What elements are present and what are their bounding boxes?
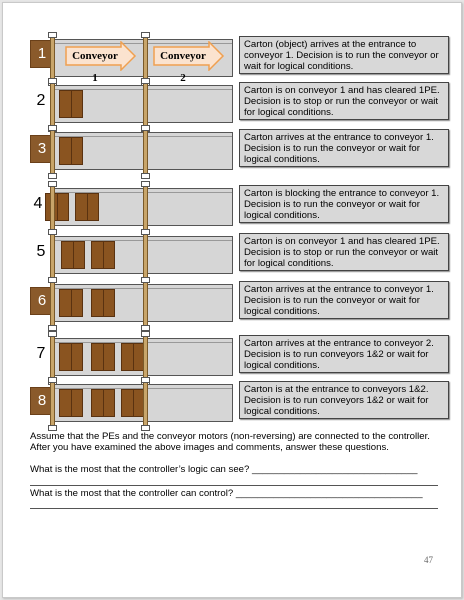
carton [45,193,69,221]
step-number-7: 7 [36,345,46,362]
carton [91,241,115,269]
photo-eye-cap [141,277,150,283]
photo-eye-cap [48,78,57,84]
photo-eye-cap [141,125,150,131]
answer-line-1[interactable] [30,485,438,486]
carton [75,193,99,221]
step-note-8: Carton is at the entrance to conveyors 1&2. Decision is to run conveyors 1&2 or wait for logical conditions. [239,381,449,419]
photo-eye-cap [141,377,150,383]
conveyor-2-belt [145,85,233,123]
photo-eye-1pe [50,381,55,425]
step-row-1 [3,36,461,84]
conveyor-2-belt [145,384,233,422]
photo-eye-cap [141,78,150,84]
carton [59,389,83,417]
step-row-8 [3,381,461,425]
carton [91,389,115,417]
step-number-5: 5 [36,243,46,260]
step-number-6: 6 [30,287,54,315]
carton [121,389,145,417]
question-intro: Assume that the PEs and the conveyor motors (non-reversing) are connected to the controller. After you have examined the above images and comments, answer these questions. [30,431,430,453]
carton [59,343,83,371]
step-row-3 [3,129,461,173]
photo-eye-2pe [143,36,148,80]
photo-eye-1pe [50,185,55,229]
carton [59,289,83,317]
conveyor-2-belt [145,338,233,376]
step-row-4 [3,185,461,229]
step-note-7: Carton arrives at the entrance to conveyor 2. Decision is to run conveyors 1&2 or wait for logical conditions. [239,335,449,373]
carton [59,90,83,118]
step-note-1: Carton (object) arrives at the entrance to conveyor 1. Decision is to run the conveyor or wait for logical conditions. [239,36,449,74]
photo-eye-1pe [50,36,55,80]
photo-eye-cap [48,32,57,38]
carton [59,137,83,165]
step-row-2 [3,82,461,126]
step-row-6 [3,281,461,325]
step-note-5: Carton is on conveyor 1 and has cleared 1PE. Decision is to stop or run the conveyor or wait for logical conditions. [239,233,449,271]
step-row-7 [3,335,461,379]
photo-eye-cap [48,377,57,383]
photo-eye-cap [48,125,57,131]
step-note-6: Carton arrives at the entrance to conveyor 1. Decision is to run the conveyor or wait for logical conditions. [239,281,449,319]
step-row-5 [3,233,461,277]
photo-eye-2pe [143,381,148,425]
page-number: 47 [424,555,433,565]
photo-eye-cap [48,277,57,283]
conveyor-2-label: Conveyor 2 [160,50,206,84]
carton [61,241,85,269]
carton [91,343,115,371]
conveyor-2-belt [145,284,233,322]
step-note-4: Carton is blocking the entrance to conveyor 1. Decision is to run the conveyor or wait for logical conditions. [239,185,449,223]
photo-eye-cap [48,229,57,235]
photo-eye-cap [141,331,150,337]
step-number-8: 8 [30,387,54,415]
question-2: What is the most that the controller can control? ___________________________________ [30,488,423,499]
conveyor-2-belt [145,132,233,170]
photo-eye-1pe [50,281,55,325]
conveyor-2-belt [145,236,233,274]
photo-eye-cap [48,331,57,337]
photo-eye-cap [141,32,150,38]
step-number-2: 2 [36,92,46,109]
photo-eye-1pe [50,82,55,126]
carton [91,289,115,317]
photo-eye-2pe [143,335,148,379]
photo-eye-cap [141,181,150,187]
carton [121,343,145,371]
photo-eye-cap [141,173,150,179]
conveyor-2-belt [145,188,233,226]
photo-eye-2pe [143,185,148,229]
answer-line-2[interactable] [30,508,438,509]
question-1: What is the most that the controller’s logic can see? _______________________________ [30,464,418,475]
photo-eye-2pe [143,82,148,126]
photo-eye-2pe [143,129,148,173]
step-number-3: 3 [30,135,54,163]
photo-eye-cap [48,173,57,179]
photo-eye-2pe [143,233,148,277]
photo-eye-1pe [50,335,55,379]
photo-eye-2pe [143,281,148,325]
document-page [2,2,462,598]
conveyor-1-label: Conveyor 1 [72,50,118,84]
photo-eye-cap [141,229,150,235]
step-number-1: 1 [30,40,54,68]
photo-eye-1pe [50,233,55,277]
photo-eye-1pe [50,129,55,173]
step-note-2: Carton is on conveyor 1 and has cleared 1PE. Decision is to stop or run the conveyor or wait for logical conditions. [239,82,449,120]
step-note-3: Carton arrives at the entrance to conveyor 1. Decision is to run the conveyor or wait for logical conditions. [239,129,449,167]
photo-eye-cap [48,181,57,187]
step-number-4: 4 [33,195,43,212]
